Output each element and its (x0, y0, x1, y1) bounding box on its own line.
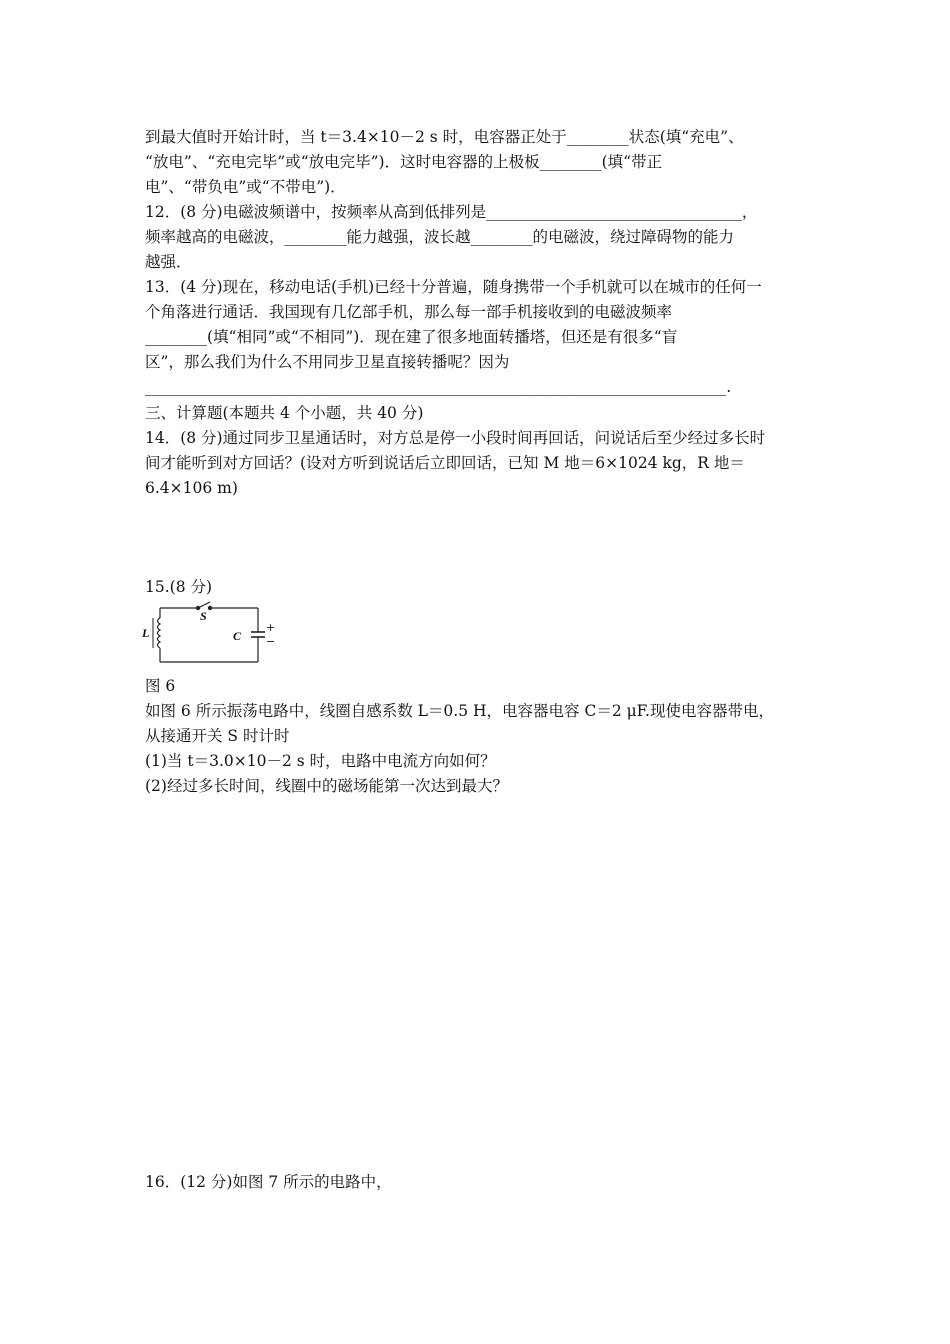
text-line: 区”，那么我们为什么不用同步卫星直接转播呢？因为 (145, 353, 510, 371)
text-line: (2)经过多长时间，线圈中的磁场能第一次达到最大？ (145, 777, 508, 795)
text-line: 到最大值时开始计时，当 t＝3.4×10－2 s 时，电容器正处于________状态(填“充电”、 (145, 128, 744, 146)
inductor-label: L (142, 626, 150, 640)
text-line: 从接通开关 S 时计时 (145, 727, 290, 745)
text-line: (1)当 t＝3.0×10－2 s 时，电路中电流方向如何？ (145, 752, 496, 770)
text-line: 13．(4 分)现在，移动电话(手机)已经十分普遍，随身携带一个手机就可以在城市的任何一 (145, 278, 762, 296)
text-line: 电”、“带负电”或“不带电”)． (145, 178, 346, 196)
plus-sign: + (266, 621, 276, 634)
text-line: 频率越高的电磁波，________能力越强，波长越________的电磁波，绕过障碍物的能力 (145, 228, 735, 246)
text-line: 14．(8 分)通过同步卫星通话时，对方总是停一小段时间再回话，问说话后至少经过多长时 (145, 429, 766, 447)
text-line: 6.4×106 m) (145, 479, 238, 497)
capacitor-label: C (233, 629, 242, 643)
text-line: 16．(12 分)如图 7 所示的电路中， (145, 1173, 392, 1191)
minus-sign: − (266, 635, 276, 648)
answer-blank-line: ___________________________________________________________________________. (145, 378, 732, 396)
text-line: “放电”、“充电完毕”或“放电完毕”)．这时电容器的上极板________(填“带正 (145, 153, 663, 171)
text-line: 间才能听到对方回话？(设对方听到说话后立即回话，已知 M 地＝6×1024 kg，R 地＝ (145, 454, 745, 472)
text-line: ________(填“相同”或“不相同”)．现在建了很多地面转播塔，但还是有很多“盲 (145, 328, 678, 346)
section-heading: 三、计算题(本题共 4 个小题，共 40 分) (145, 404, 424, 422)
text-line: 如图 6 所示振荡电路中，线圈自感系数 L＝0.5 H，电容器电容 C＝2 μF.现使电容器带电， (145, 702, 774, 720)
text-line: 12．(8 分)电磁波频谱中，按频率从高到低排列是_________________________________， (145, 203, 758, 221)
switch-label: S (200, 609, 207, 623)
text-line: 越强． (145, 253, 192, 271)
text-line: 个角落进行通话．我国现有几亿部手机，那么每一部手机接收到的电磁波频率 (145, 303, 673, 321)
switch-contact (208, 606, 211, 609)
inductor-coil (158, 618, 161, 648)
question-title: 15.(8 分) (145, 578, 213, 596)
lc-circuit-figure (140, 598, 280, 668)
figure-caption: 图 6 (145, 677, 176, 695)
